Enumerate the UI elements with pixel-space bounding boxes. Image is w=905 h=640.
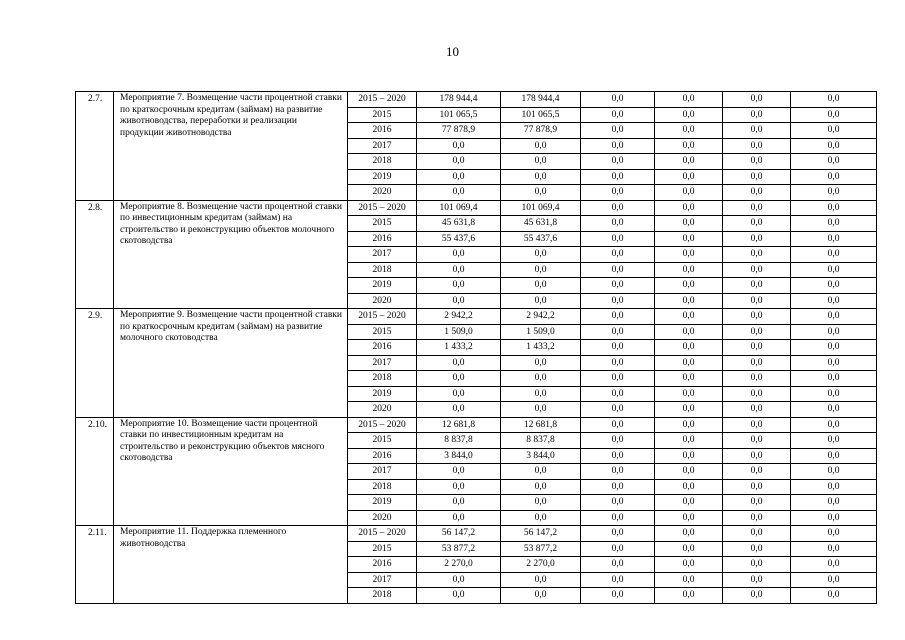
amount-cell: 0,0 bbox=[791, 324, 877, 340]
amount-cell: 12 681,8 bbox=[501, 417, 581, 433]
amount-cell: 0,0 bbox=[581, 107, 655, 123]
amount-cell: 0,0 bbox=[723, 526, 791, 542]
amount-cell: 1 509,0 bbox=[501, 324, 581, 340]
amount-cell: 0,0 bbox=[791, 355, 877, 371]
amount-cell: 0,0 bbox=[501, 278, 581, 294]
amount-cell: 2 942,2 bbox=[501, 309, 581, 325]
amount-cell: 0,0 bbox=[723, 355, 791, 371]
amount-cell: 0,0 bbox=[791, 448, 877, 464]
amount-cell: 0,0 bbox=[791, 402, 877, 418]
amount-cell: 0,0 bbox=[581, 324, 655, 340]
period-cell: 2015 bbox=[348, 107, 417, 123]
period-cell: 2019 bbox=[348, 495, 417, 511]
amount-cell: 0,0 bbox=[655, 309, 723, 325]
amount-cell: 0,0 bbox=[655, 572, 723, 588]
amount-cell: 0,0 bbox=[581, 526, 655, 542]
amount-cell: 0,0 bbox=[501, 185, 581, 201]
amount-cell: 0,0 bbox=[791, 185, 877, 201]
period-cell: 2018 bbox=[348, 154, 417, 170]
amount-cell: 0,0 bbox=[655, 402, 723, 418]
amount-cell: 0,0 bbox=[655, 154, 723, 170]
amount-cell: 0,0 bbox=[791, 123, 877, 139]
measure-number: 2.10. bbox=[76, 417, 114, 526]
amount-cell: 0,0 bbox=[581, 92, 655, 108]
amount-cell: 0,0 bbox=[655, 262, 723, 278]
amount-cell: 0,0 bbox=[581, 138, 655, 154]
amount-cell: 0,0 bbox=[417, 510, 501, 526]
amount-cell: 0,0 bbox=[581, 123, 655, 139]
amount-cell: 0,0 bbox=[655, 355, 723, 371]
amount-cell: 0,0 bbox=[723, 138, 791, 154]
amount-cell: 0,0 bbox=[655, 107, 723, 123]
amount-cell: 0,0 bbox=[723, 154, 791, 170]
amount-cell: 0,0 bbox=[791, 417, 877, 433]
amount-cell: 0,0 bbox=[723, 371, 791, 387]
amount-cell: 45 631,8 bbox=[501, 216, 581, 232]
amount-cell: 0,0 bbox=[501, 479, 581, 495]
amount-cell: 0,0 bbox=[791, 340, 877, 356]
amount-cell: 0,0 bbox=[581, 464, 655, 480]
amount-cell: 0,0 bbox=[581, 293, 655, 309]
amount-cell: 0,0 bbox=[501, 402, 581, 418]
amount-cell: 0,0 bbox=[655, 479, 723, 495]
amount-cell: 1 433,2 bbox=[501, 340, 581, 356]
amount-cell: 0,0 bbox=[723, 572, 791, 588]
period-cell: 2020 bbox=[348, 293, 417, 309]
table-body bbox=[76, 92, 877, 604]
amount-cell: 0,0 bbox=[417, 371, 501, 387]
amount-cell: 0,0 bbox=[655, 123, 723, 139]
measure-title: Мероприятие 9. Возмещение части процентной ставки по краткосрочным кредитам (займам) на развитие молочного скотоводства bbox=[114, 309, 348, 418]
amount-cell: 0,0 bbox=[791, 464, 877, 480]
amount-cell: 0,0 bbox=[791, 510, 877, 526]
amount-cell: 0,0 bbox=[417, 402, 501, 418]
amount-cell: 0,0 bbox=[655, 588, 723, 604]
table-row bbox=[76, 92, 877, 108]
amount-cell: 0,0 bbox=[723, 417, 791, 433]
amount-cell: 0,0 bbox=[581, 309, 655, 325]
amount-cell: 101 065,5 bbox=[501, 107, 581, 123]
amount-cell: 0,0 bbox=[417, 247, 501, 263]
amount-cell: 0,0 bbox=[723, 309, 791, 325]
amount-cell: 12 681,8 bbox=[417, 417, 501, 433]
amount-cell: 0,0 bbox=[791, 169, 877, 185]
period-cell: 2017 bbox=[348, 572, 417, 588]
amount-cell: 0,0 bbox=[581, 247, 655, 263]
amount-cell: 0,0 bbox=[417, 138, 501, 154]
amount-cell: 0,0 bbox=[501, 293, 581, 309]
amount-cell: 0,0 bbox=[655, 510, 723, 526]
period-cell: 2015 – 2020 bbox=[348, 526, 417, 542]
amount-cell: 0,0 bbox=[723, 169, 791, 185]
amount-cell: 0,0 bbox=[723, 495, 791, 511]
period-cell: 2015 – 2020 bbox=[348, 200, 417, 216]
funding-table bbox=[75, 91, 877, 604]
amount-cell: 2 270,0 bbox=[417, 557, 501, 573]
table-row bbox=[76, 200, 877, 216]
amount-cell: 0,0 bbox=[581, 572, 655, 588]
amount-cell: 0,0 bbox=[655, 433, 723, 449]
amount-cell: 0,0 bbox=[581, 278, 655, 294]
amount-cell: 0,0 bbox=[417, 495, 501, 511]
amount-cell: 0,0 bbox=[417, 154, 501, 170]
amount-cell: 0,0 bbox=[655, 386, 723, 402]
amount-cell: 0,0 bbox=[723, 340, 791, 356]
amount-cell: 0,0 bbox=[581, 231, 655, 247]
amount-cell: 0,0 bbox=[581, 541, 655, 557]
amount-cell: 0,0 bbox=[581, 200, 655, 216]
measure-number: 2.8. bbox=[76, 200, 114, 309]
amount-cell: 178 944,4 bbox=[417, 92, 501, 108]
amount-cell: 0,0 bbox=[655, 448, 723, 464]
amount-cell: 0,0 bbox=[723, 386, 791, 402]
amount-cell: 0,0 bbox=[723, 185, 791, 201]
amount-cell: 0,0 bbox=[791, 526, 877, 542]
amount-cell: 55 437,6 bbox=[417, 231, 501, 247]
amount-cell: 0,0 bbox=[581, 371, 655, 387]
amount-cell: 0,0 bbox=[501, 588, 581, 604]
amount-cell: 0,0 bbox=[655, 138, 723, 154]
amount-cell: 0,0 bbox=[417, 278, 501, 294]
amount-cell: 0,0 bbox=[417, 185, 501, 201]
period-cell: 2015 – 2020 bbox=[348, 417, 417, 433]
amount-cell: 0,0 bbox=[501, 138, 581, 154]
period-cell: 2015 – 2020 bbox=[348, 309, 417, 325]
amount-cell: 0,0 bbox=[501, 355, 581, 371]
amount-cell: 0,0 bbox=[655, 495, 723, 511]
period-cell: 2019 bbox=[348, 169, 417, 185]
amount-cell: 0,0 bbox=[581, 402, 655, 418]
amount-cell: 0,0 bbox=[655, 464, 723, 480]
amount-cell: 0,0 bbox=[791, 309, 877, 325]
amount-cell: 0,0 bbox=[791, 247, 877, 263]
amount-cell: 0,0 bbox=[723, 107, 791, 123]
amount-cell: 0,0 bbox=[501, 572, 581, 588]
amount-cell: 0,0 bbox=[723, 231, 791, 247]
amount-cell: 0,0 bbox=[723, 216, 791, 232]
amount-cell: 56 147,2 bbox=[501, 526, 581, 542]
period-cell: 2019 bbox=[348, 386, 417, 402]
amount-cell: 0,0 bbox=[655, 185, 723, 201]
measure-number: 2.11. bbox=[76, 526, 114, 604]
amount-cell: 0,0 bbox=[501, 464, 581, 480]
amount-cell: 0,0 bbox=[581, 433, 655, 449]
amount-cell: 0,0 bbox=[501, 169, 581, 185]
amount-cell: 0,0 bbox=[791, 386, 877, 402]
amount-cell: 0,0 bbox=[723, 448, 791, 464]
amount-cell: 0,0 bbox=[417, 293, 501, 309]
amount-cell: 0,0 bbox=[723, 479, 791, 495]
amount-cell: 0,0 bbox=[581, 510, 655, 526]
amount-cell: 0,0 bbox=[581, 557, 655, 573]
amount-cell: 0,0 bbox=[723, 541, 791, 557]
amount-cell: 0,0 bbox=[791, 557, 877, 573]
period-cell: 2015 – 2020 bbox=[348, 92, 417, 108]
period-cell: 2018 bbox=[348, 371, 417, 387]
amount-cell: 0,0 bbox=[581, 417, 655, 433]
amount-cell: 77 878,9 bbox=[501, 123, 581, 139]
amount-cell: 0,0 bbox=[417, 262, 501, 278]
amount-cell: 0,0 bbox=[581, 448, 655, 464]
amount-cell: 0,0 bbox=[723, 200, 791, 216]
amount-cell: 0,0 bbox=[655, 557, 723, 573]
amount-cell: 3 844,0 bbox=[501, 448, 581, 464]
amount-cell: 0,0 bbox=[723, 123, 791, 139]
amount-cell: 0,0 bbox=[581, 479, 655, 495]
amount-cell: 0,0 bbox=[655, 278, 723, 294]
amount-cell: 0,0 bbox=[791, 588, 877, 604]
period-cell: 2018 bbox=[348, 479, 417, 495]
amount-cell: 0,0 bbox=[655, 293, 723, 309]
amount-cell: 0,0 bbox=[655, 231, 723, 247]
period-cell: 2016 bbox=[348, 557, 417, 573]
table-row bbox=[76, 417, 877, 433]
period-cell: 2019 bbox=[348, 278, 417, 294]
amount-cell: 0,0 bbox=[655, 247, 723, 263]
period-cell: 2015 bbox=[348, 433, 417, 449]
amount-cell: 0,0 bbox=[723, 278, 791, 294]
amount-cell: 0,0 bbox=[581, 340, 655, 356]
amount-cell: 0,0 bbox=[501, 386, 581, 402]
amount-cell: 0,0 bbox=[791, 479, 877, 495]
amount-cell: 0,0 bbox=[501, 154, 581, 170]
measure-title: Мероприятие 10. Возмещение части процентной ставки по инвестиционным кредитам на строительство и реконструкцию объектов мясного скотоводства bbox=[114, 417, 348, 526]
amount-cell: 0,0 bbox=[791, 262, 877, 278]
period-cell: 2020 bbox=[348, 510, 417, 526]
amount-cell: 0,0 bbox=[723, 262, 791, 278]
amount-cell: 0,0 bbox=[581, 355, 655, 371]
period-cell: 2018 bbox=[348, 262, 417, 278]
amount-cell: 0,0 bbox=[791, 216, 877, 232]
period-cell: 2018 bbox=[348, 588, 417, 604]
amount-cell: 178 944,4 bbox=[501, 92, 581, 108]
amount-cell: 8 837,8 bbox=[417, 433, 501, 449]
amount-cell: 0,0 bbox=[655, 200, 723, 216]
amount-cell: 55 437,6 bbox=[501, 231, 581, 247]
amount-cell: 0,0 bbox=[791, 371, 877, 387]
period-cell: 2015 bbox=[348, 216, 417, 232]
measure-title: Мероприятие 8. Возмещение части процентной ставки по инвестиционным кредитам (займам) на строительство и реконструкцию объектов молочного скотоводства bbox=[114, 200, 348, 309]
amount-cell: 0,0 bbox=[655, 371, 723, 387]
amount-cell: 0,0 bbox=[723, 247, 791, 263]
amount-cell: 8 837,8 bbox=[501, 433, 581, 449]
amount-cell: 0,0 bbox=[581, 169, 655, 185]
amount-cell: 0,0 bbox=[723, 433, 791, 449]
amount-cell: 0,0 bbox=[501, 495, 581, 511]
period-cell: 2017 bbox=[348, 464, 417, 480]
period-cell: 2017 bbox=[348, 138, 417, 154]
amount-cell: 0,0 bbox=[581, 588, 655, 604]
amount-cell: 3 844,0 bbox=[417, 448, 501, 464]
amount-cell: 0,0 bbox=[791, 92, 877, 108]
amount-cell: 0,0 bbox=[655, 324, 723, 340]
amount-cell: 0,0 bbox=[417, 386, 501, 402]
amount-cell: 0,0 bbox=[791, 433, 877, 449]
amount-cell: 0,0 bbox=[791, 495, 877, 511]
amount-cell: 53 877,2 bbox=[501, 541, 581, 557]
period-cell: 2020 bbox=[348, 402, 417, 418]
amount-cell: 0,0 bbox=[655, 216, 723, 232]
amount-cell: 56 147,2 bbox=[417, 526, 501, 542]
amount-cell: 0,0 bbox=[501, 247, 581, 263]
amount-cell: 0,0 bbox=[417, 479, 501, 495]
amount-cell: 0,0 bbox=[581, 495, 655, 511]
amount-cell: 101 065,5 bbox=[417, 107, 501, 123]
amount-cell: 45 631,8 bbox=[417, 216, 501, 232]
amount-cell: 0,0 bbox=[501, 371, 581, 387]
period-cell: 2017 bbox=[348, 355, 417, 371]
amount-cell: 0,0 bbox=[581, 216, 655, 232]
amount-cell: 0,0 bbox=[655, 340, 723, 356]
amount-cell: 0,0 bbox=[723, 510, 791, 526]
amount-cell: 0,0 bbox=[791, 200, 877, 216]
amount-cell: 2 942,2 bbox=[417, 309, 501, 325]
amount-cell: 0,0 bbox=[417, 169, 501, 185]
amount-cell: 77 878,9 bbox=[417, 123, 501, 139]
amount-cell: 0,0 bbox=[501, 262, 581, 278]
amount-cell: 1 509,0 bbox=[417, 324, 501, 340]
amount-cell: 2 270,0 bbox=[501, 557, 581, 573]
amount-cell: 0,0 bbox=[581, 185, 655, 201]
amount-cell: 0,0 bbox=[791, 541, 877, 557]
amount-cell: 0,0 bbox=[417, 588, 501, 604]
amount-cell: 0,0 bbox=[417, 572, 501, 588]
amount-cell: 0,0 bbox=[723, 557, 791, 573]
period-cell: 2016 bbox=[348, 448, 417, 464]
amount-cell: 0,0 bbox=[417, 464, 501, 480]
amount-cell: 0,0 bbox=[791, 278, 877, 294]
table-row bbox=[76, 526, 877, 542]
amount-cell: 0,0 bbox=[791, 572, 877, 588]
amount-cell: 0,0 bbox=[581, 386, 655, 402]
measure-number: 2.7. bbox=[76, 92, 114, 201]
measure-number: 2.9. bbox=[76, 309, 114, 418]
amount-cell: 0,0 bbox=[723, 588, 791, 604]
amount-cell: 0,0 bbox=[655, 526, 723, 542]
amount-cell: 0,0 bbox=[723, 464, 791, 480]
amount-cell: 0,0 bbox=[655, 541, 723, 557]
amount-cell: 101 069,4 bbox=[501, 200, 581, 216]
period-cell: 2015 bbox=[348, 324, 417, 340]
amount-cell: 0,0 bbox=[581, 154, 655, 170]
amount-cell: 0,0 bbox=[655, 92, 723, 108]
period-cell: 2017 bbox=[348, 247, 417, 263]
amount-cell: 0,0 bbox=[655, 417, 723, 433]
amount-cell: 0,0 bbox=[417, 355, 501, 371]
measure-title: Мероприятие 7. Возмещение части процентной ставки по краткосрочным кредитам (займам) на развитие животноводства, переработки и реализации продукции животноводства bbox=[114, 92, 348, 201]
amount-cell: 53 877,2 bbox=[417, 541, 501, 557]
period-cell: 2015 bbox=[348, 541, 417, 557]
amount-cell: 0,0 bbox=[581, 262, 655, 278]
table-row bbox=[76, 309, 877, 325]
amount-cell: 0,0 bbox=[655, 169, 723, 185]
amount-cell: 0,0 bbox=[791, 107, 877, 123]
amount-cell: 0,0 bbox=[723, 324, 791, 340]
amount-cell: 1 433,2 bbox=[417, 340, 501, 356]
amount-cell: 0,0 bbox=[791, 231, 877, 247]
amount-cell: 0,0 bbox=[791, 154, 877, 170]
amount-cell: 0,0 bbox=[791, 138, 877, 154]
amount-cell: 0,0 bbox=[723, 92, 791, 108]
amount-cell: 0,0 bbox=[723, 293, 791, 309]
measure-title: Мероприятие 11. Поддержка племенного животноводства bbox=[114, 526, 348, 604]
period-cell: 2016 bbox=[348, 340, 417, 356]
period-cell: 2016 bbox=[348, 231, 417, 247]
page-number: 10 bbox=[446, 44, 459, 59]
period-cell: 2016 bbox=[348, 123, 417, 139]
period-cell: 2020 bbox=[348, 185, 417, 201]
amount-cell: 0,0 bbox=[501, 510, 581, 526]
amount-cell: 101 069,4 bbox=[417, 200, 501, 216]
amount-cell: 0,0 bbox=[791, 293, 877, 309]
amount-cell: 0,0 bbox=[723, 402, 791, 418]
